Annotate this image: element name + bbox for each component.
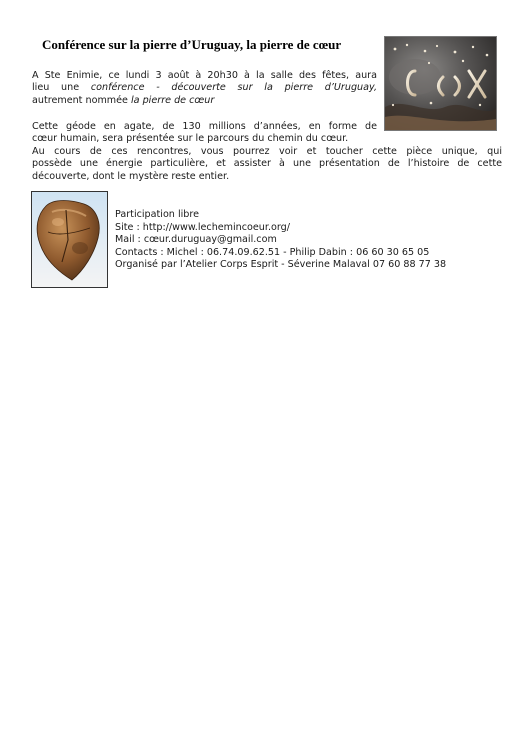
mail-link[interactable]: Mail : cœur.duruguay@gmail.com [115,234,277,246]
description-line: découverte, dont le mystère reste entier. [32,170,230,182]
intro-line: autrement nommée la pierre de cœur [32,94,215,106]
participation-text: Participation libre [115,209,199,220]
heart-stone-image [32,192,107,287]
description-paragraph-b [32,146,502,183]
agate-symbols-image [385,37,496,130]
organizer-text: Organisé par l’Atelier Corps Esprit - Séverine Malaval 07 60 88 77 38 [115,259,447,271]
site-link[interactable]: Site : http://www.lechemincoeur.org/ [115,221,290,233]
description-line: Cette géode en agate, de 130 millions d’années, en forme de [32,121,377,132]
heart-stone-photo [31,191,108,288]
contacts-text: Contacts : Michel : 06.74.09.62.51 - Philip Dabin : 06 60 30 65 05 [115,246,430,258]
intro-line: lieu une conférence - découverte sur la pierre d’Uruguay, [32,82,377,94]
description-paragraph-a [32,121,377,146]
description-line: cœur humain, sera présentée sur le parcours du chemin du cœur. [32,133,349,145]
intro-line: A Ste Enimie, ce lundi 3 août à 20h30 à la salle des fêtes, aura [32,70,377,81]
agate-symbols-photo [384,36,497,131]
description-line: possède une énergie particulière, et assister à une présentation de l’histoire de cette [32,158,502,170]
intro-paragraph [32,70,377,107]
page-title: Conférence sur la pierre d’Uruguay, la pierre de cœur [42,37,342,52]
description-line: Au cours de ces rencontres, vous pourrez voir et toucher cette pièce unique, qui [32,146,502,157]
contact-block [115,209,446,272]
